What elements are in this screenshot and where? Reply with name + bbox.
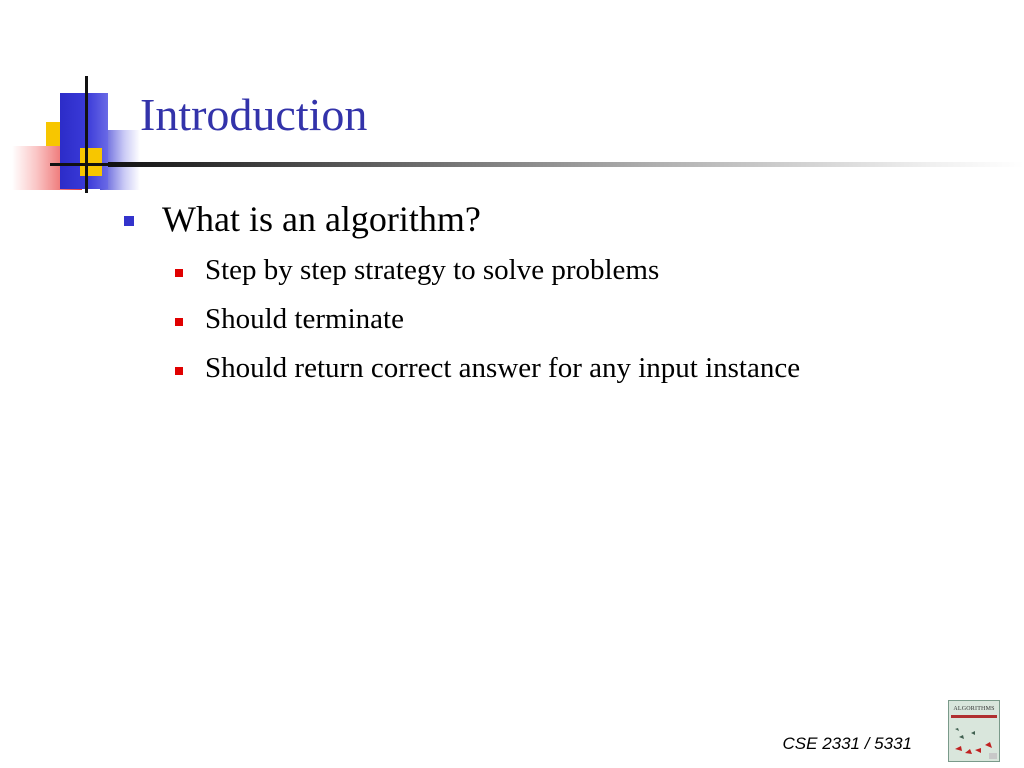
book-cover-title: ALGORITHMS (953, 706, 995, 712)
sub-bullet-item (175, 254, 659, 287)
sub-bullet-text: Should terminate (205, 303, 404, 335)
square-bullet-icon (175, 269, 183, 277)
footer-course-label: CSE 2331 / 5331 (782, 734, 912, 753)
square-bullet-icon (124, 216, 134, 226)
bullet-text: What is an algorithm? (162, 199, 481, 239)
square-bullet-icon (175, 318, 183, 326)
bullet-item-level1 (124, 198, 481, 240)
square-bullet-icon (175, 367, 183, 375)
slide-title: Introduction (140, 89, 368, 140)
book-cover-thumbnail (948, 700, 1000, 762)
sub-bullet-item (175, 303, 404, 336)
book-cover-band (951, 715, 997, 718)
sub-bullet-text: Step by step strategy to solve problems (205, 254, 660, 286)
book-cover-art (949, 719, 1000, 762)
sub-bullet-item (175, 352, 800, 385)
sub-bullet-text: Should return correct answer for any input instance (205, 352, 801, 384)
